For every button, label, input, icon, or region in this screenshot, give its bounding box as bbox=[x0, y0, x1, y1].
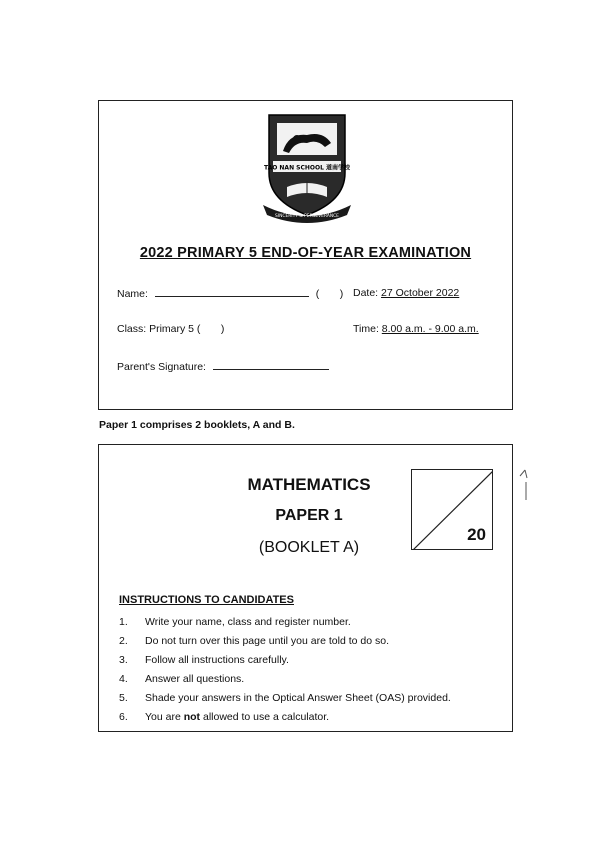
time-row bbox=[353, 323, 479, 335]
signature-label: Parent's Signature: bbox=[117, 361, 206, 373]
date-label: Date: bbox=[353, 287, 379, 299]
exam-title: 2022 PRIMARY 5 END-OF-YEAR EXAMINATION bbox=[139, 245, 472, 261]
instruction-item: 5. Shade your answers in the Optical Answer Sheet (OAS) provided. bbox=[119, 692, 451, 704]
signature-line[interactable] bbox=[213, 360, 329, 370]
instruction-item: 3. Follow all instructions carefully. bbox=[119, 654, 289, 666]
instruction-item: 4. Answer all questions. bbox=[119, 673, 245, 685]
instructions-title: INSTRUCTIONS TO CANDIDATES bbox=[119, 594, 294, 606]
crest-motto: SINCERITY & PERSEVERANCE bbox=[275, 214, 339, 219]
booklet-note: Paper 1 comprises 2 booklets, A and B. bbox=[99, 419, 295, 431]
crest-school-name: TAO NAN SCHOOL 道南学校 bbox=[263, 164, 351, 172]
instructions-list bbox=[119, 613, 451, 727]
paper-title: PAPER 1 bbox=[275, 507, 343, 524]
score-box bbox=[411, 469, 493, 550]
signature-row bbox=[117, 360, 329, 373]
paper-box bbox=[98, 444, 513, 732]
total-marks: 20 bbox=[467, 525, 486, 544]
school-crest-logo bbox=[263, 111, 351, 223]
date-value: 27 October 2022 bbox=[381, 287, 460, 299]
instruction-item: 1. Write your name, class and register number. bbox=[119, 616, 351, 628]
register-number-paren: ( ) bbox=[315, 288, 344, 300]
booklet-title: (BOOKLET A) bbox=[258, 539, 360, 556]
pen-mark-icon bbox=[517, 466, 531, 506]
time-value: 8.00 a.m. - 9.00 a.m. bbox=[381, 323, 479, 335]
subject-title: MATHEMATICS bbox=[247, 475, 371, 494]
header-box bbox=[98, 100, 513, 410]
instruction-item: 2. Do not turn over this page until you are told to do so. bbox=[119, 635, 389, 647]
instruction-item: 6. You are not allowed to use a calculator. bbox=[119, 711, 330, 723]
date-row bbox=[353, 287, 459, 299]
name-input-line[interactable] bbox=[155, 287, 309, 297]
name-row bbox=[117, 287, 343, 300]
class-label: Class: Primary 5 ( ) bbox=[117, 323, 225, 335]
name-label: Name: bbox=[117, 288, 148, 300]
time-label: Time: bbox=[353, 323, 379, 335]
